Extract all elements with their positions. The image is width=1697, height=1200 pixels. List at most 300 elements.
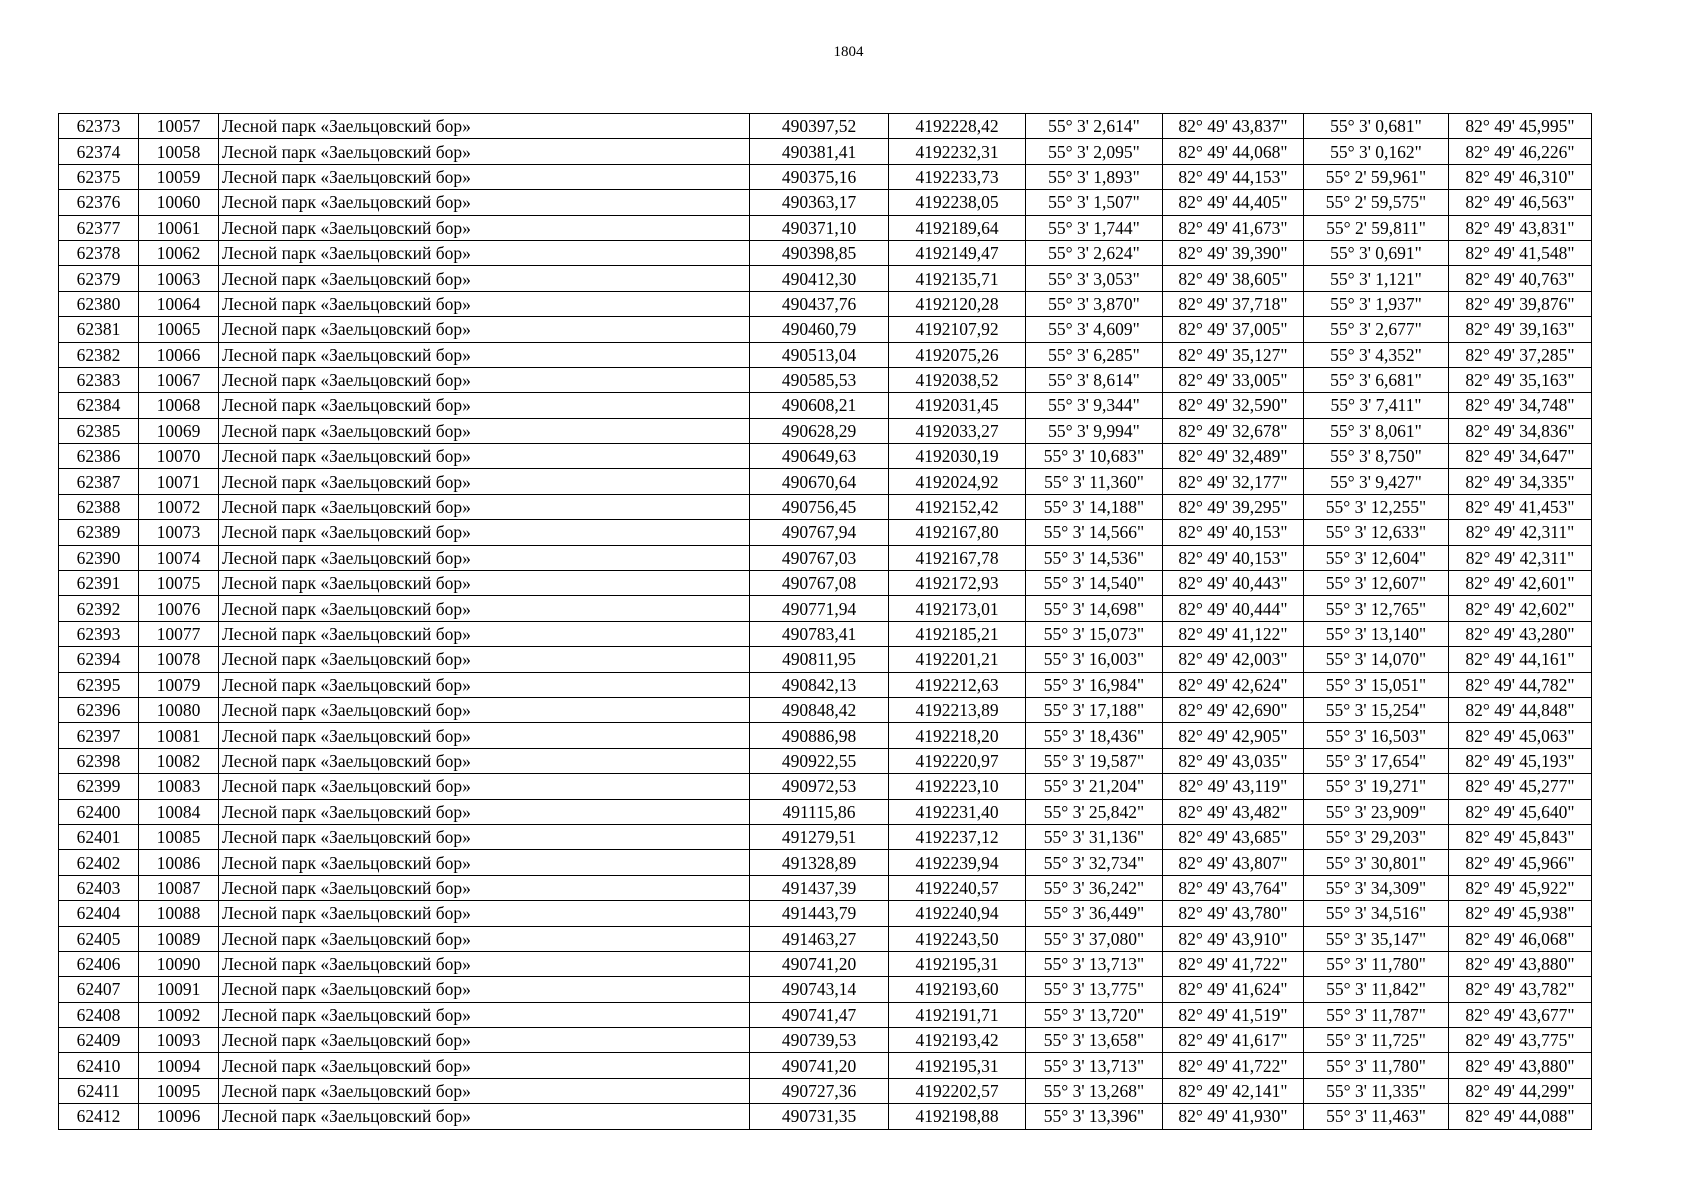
cell-x-coordinate: 490727,36 [750, 1078, 889, 1103]
cell-object-name: Лесной парк «Заельцовский бор» [219, 114, 750, 139]
table-row [59, 469, 1592, 494]
cell-longitude-1: 82° 49' 44,068" [1163, 139, 1304, 164]
cell-y-coordinate: 4192195,31 [889, 1053, 1026, 1078]
cell-latitude-2: 55° 2' 59,811" [1304, 215, 1449, 240]
cell-latitude-2: 55° 3' 12,607" [1304, 571, 1449, 596]
cell-longitude-2: 82° 49' 41,453" [1449, 494, 1592, 519]
cell-longitude-2: 82° 49' 43,782" [1449, 977, 1592, 1002]
cell-longitude-2: 82° 49' 43,880" [1449, 951, 1592, 976]
table-row [59, 621, 1592, 646]
cell-point-id: 10085 [139, 824, 219, 849]
cell-longitude-1: 82° 49' 42,003" [1163, 647, 1304, 672]
cell-latitude-1: 55° 3' 1,744" [1026, 215, 1163, 240]
cell-row-number: 62403 [59, 875, 139, 900]
table-row [59, 190, 1592, 215]
cell-y-coordinate: 4192243,50 [889, 926, 1026, 951]
cell-row-number: 62397 [59, 723, 139, 748]
cell-x-coordinate: 490756,45 [750, 494, 889, 519]
cell-point-id: 10063 [139, 266, 219, 291]
cell-latitude-2: 55° 3' 6,681" [1304, 367, 1449, 392]
cell-latitude-2: 55° 3' 1,937" [1304, 291, 1449, 316]
cell-y-coordinate: 4192193,60 [889, 977, 1026, 1002]
cell-row-number: 62402 [59, 850, 139, 875]
cell-latitude-2: 55° 3' 11,842" [1304, 977, 1449, 1002]
cell-latitude-1: 55° 3' 16,003" [1026, 647, 1163, 672]
cell-y-coordinate: 4192212,63 [889, 672, 1026, 697]
cell-latitude-2: 55° 3' 0,681" [1304, 114, 1449, 139]
cell-object-name: Лесной парк «Заельцовский бор» [219, 545, 750, 570]
cell-point-id: 10084 [139, 799, 219, 824]
cell-point-id: 10062 [139, 240, 219, 265]
cell-latitude-2: 55° 3' 9,427" [1304, 469, 1449, 494]
cell-longitude-2: 82° 49' 43,880" [1449, 1053, 1592, 1078]
cell-latitude-2: 55° 3' 34,309" [1304, 875, 1449, 900]
cell-latitude-2: 55° 3' 0,691" [1304, 240, 1449, 265]
cell-point-id: 10061 [139, 215, 219, 240]
table-row [59, 875, 1592, 900]
cell-longitude-1: 82° 49' 42,690" [1163, 697, 1304, 722]
table-row [59, 240, 1592, 265]
cell-longitude-2: 82° 49' 45,966" [1449, 850, 1592, 875]
cell-x-coordinate: 490811,95 [750, 647, 889, 672]
cell-point-id: 10077 [139, 621, 219, 646]
cell-latitude-2: 55° 3' 23,909" [1304, 799, 1449, 824]
cell-x-coordinate: 490972,53 [750, 774, 889, 799]
table-row [59, 748, 1592, 773]
cell-longitude-1: 82° 49' 41,673" [1163, 215, 1304, 240]
cell-x-coordinate: 490767,08 [750, 571, 889, 596]
cell-latitude-2: 55° 3' 1,121" [1304, 266, 1449, 291]
cell-latitude-2: 55° 3' 12,255" [1304, 494, 1449, 519]
cell-latitude-2: 55° 3' 7,411" [1304, 393, 1449, 418]
cell-longitude-2: 82° 49' 37,285" [1449, 342, 1592, 367]
cell-row-number: 62376 [59, 190, 139, 215]
cell-object-name: Лесной парк «Заельцовский бор» [219, 672, 750, 697]
cell-point-id: 10071 [139, 469, 219, 494]
cell-row-number: 62387 [59, 469, 139, 494]
table-row [59, 571, 1592, 596]
cell-object-name: Лесной парк «Заельцовский бор» [219, 951, 750, 976]
cell-latitude-2: 55° 3' 19,271" [1304, 774, 1449, 799]
cell-longitude-2: 82° 49' 46,068" [1449, 926, 1592, 951]
cell-latitude-1: 55° 3' 13,720" [1026, 1002, 1163, 1027]
cell-latitude-2: 55° 3' 11,787" [1304, 1002, 1449, 1027]
cell-x-coordinate: 491443,79 [750, 901, 889, 926]
cell-point-id: 10066 [139, 342, 219, 367]
cell-x-coordinate: 490585,53 [750, 367, 889, 392]
cell-row-number: 62394 [59, 647, 139, 672]
cell-latitude-2: 55° 3' 14,070" [1304, 647, 1449, 672]
cell-longitude-1: 82° 49' 41,519" [1163, 1002, 1304, 1027]
cell-latitude-2: 55° 3' 4,352" [1304, 342, 1449, 367]
cell-latitude-1: 55° 3' 14,536" [1026, 545, 1163, 570]
cell-point-id: 10060 [139, 190, 219, 215]
cell-object-name: Лесной парк «Заельцовский бор» [219, 469, 750, 494]
cell-longitude-2: 82° 49' 42,602" [1449, 596, 1592, 621]
cell-latitude-2: 55° 3' 16,503" [1304, 723, 1449, 748]
cell-latitude-2: 55° 3' 12,604" [1304, 545, 1449, 570]
table-row [59, 1104, 1592, 1129]
cell-latitude-2: 55° 3' 29,203" [1304, 824, 1449, 849]
table-row [59, 647, 1592, 672]
cell-y-coordinate: 4192218,20 [889, 723, 1026, 748]
table-row [59, 926, 1592, 951]
cell-longitude-2: 82° 49' 34,335" [1449, 469, 1592, 494]
cell-row-number: 62382 [59, 342, 139, 367]
cell-x-coordinate: 491437,39 [750, 875, 889, 900]
cell-point-id: 10064 [139, 291, 219, 316]
cell-row-number: 62399 [59, 774, 139, 799]
cell-point-id: 10080 [139, 697, 219, 722]
cell-longitude-2: 82° 49' 42,311" [1449, 545, 1592, 570]
cell-longitude-1: 82° 49' 41,722" [1163, 1053, 1304, 1078]
cell-longitude-2: 82° 49' 43,280" [1449, 621, 1592, 646]
cell-longitude-1: 82° 49' 43,035" [1163, 748, 1304, 773]
cell-row-number: 62381 [59, 317, 139, 342]
cell-point-id: 10079 [139, 672, 219, 697]
cell-latitude-1: 55° 3' 2,614" [1026, 114, 1163, 139]
table-row [59, 291, 1592, 316]
cell-longitude-1: 82° 49' 43,807" [1163, 850, 1304, 875]
table-row [59, 520, 1592, 545]
cell-x-coordinate: 490608,21 [750, 393, 889, 418]
cell-object-name: Лесной парк «Заельцовский бор» [219, 697, 750, 722]
cell-y-coordinate: 4192167,78 [889, 545, 1026, 570]
cell-longitude-1: 82° 49' 43,764" [1163, 875, 1304, 900]
cell-object-name: Лесной парк «Заельцовский бор» [219, 799, 750, 824]
cell-y-coordinate: 4192038,52 [889, 367, 1026, 392]
cell-row-number: 62383 [59, 367, 139, 392]
cell-row-number: 62400 [59, 799, 139, 824]
cell-y-coordinate: 4192152,42 [889, 494, 1026, 519]
cell-longitude-2: 82° 49' 45,193" [1449, 748, 1592, 773]
cell-latitude-2: 55° 3' 30,801" [1304, 850, 1449, 875]
cell-object-name: Лесной парк «Заельцовский бор» [219, 926, 750, 951]
cell-longitude-2: 82° 49' 43,775" [1449, 1028, 1592, 1053]
table-row [59, 596, 1592, 621]
cell-y-coordinate: 4192189,64 [889, 215, 1026, 240]
cell-latitude-2: 55° 3' 34,516" [1304, 901, 1449, 926]
cell-x-coordinate: 490842,13 [750, 672, 889, 697]
table-row [59, 367, 1592, 392]
cell-point-id: 10074 [139, 545, 219, 570]
cell-object-name: Лесной парк «Заельцовский бор» [219, 621, 750, 646]
cell-object-name: Лесной парк «Заельцовский бор» [219, 367, 750, 392]
cell-y-coordinate: 4192191,71 [889, 1002, 1026, 1027]
cell-object-name: Лесной парк «Заельцовский бор» [219, 494, 750, 519]
cell-x-coordinate: 490398,85 [750, 240, 889, 265]
cell-x-coordinate: 490670,64 [750, 469, 889, 494]
cell-latitude-1: 55° 3' 3,053" [1026, 266, 1163, 291]
cell-x-coordinate: 490731,35 [750, 1104, 889, 1129]
cell-longitude-1: 82° 49' 41,930" [1163, 1104, 1304, 1129]
cell-longitude-2: 82° 49' 45,995" [1449, 114, 1592, 139]
cell-point-id: 10087 [139, 875, 219, 900]
cell-longitude-2: 82° 49' 39,876" [1449, 291, 1592, 316]
cell-latitude-2: 55° 3' 2,677" [1304, 317, 1449, 342]
cell-y-coordinate: 4192239,94 [889, 850, 1026, 875]
cell-point-id: 10078 [139, 647, 219, 672]
cell-latitude-1: 55° 3' 31,136" [1026, 824, 1163, 849]
cell-longitude-2: 82° 49' 44,161" [1449, 647, 1592, 672]
cell-longitude-2: 82° 49' 45,640" [1449, 799, 1592, 824]
cell-y-coordinate: 4192233,73 [889, 164, 1026, 189]
cell-point-id: 10067 [139, 367, 219, 392]
cell-latitude-1: 55° 3' 14,188" [1026, 494, 1163, 519]
cell-point-id: 10081 [139, 723, 219, 748]
page-number: 1804 [833, 44, 864, 60]
table-row [59, 418, 1592, 443]
table-row [59, 494, 1592, 519]
cell-latitude-1: 55° 3' 13,713" [1026, 951, 1163, 976]
cell-y-coordinate: 4192240,57 [889, 875, 1026, 900]
cell-x-coordinate: 491463,27 [750, 926, 889, 951]
cell-longitude-2: 82° 49' 45,938" [1449, 901, 1592, 926]
cell-longitude-2: 82° 49' 44,088" [1449, 1104, 1592, 1129]
table-row [59, 393, 1592, 418]
table-row [59, 1078, 1592, 1103]
cell-longitude-1: 82° 49' 40,443" [1163, 571, 1304, 596]
cell-point-id: 10096 [139, 1104, 219, 1129]
cell-x-coordinate: 490397,52 [750, 114, 889, 139]
cell-longitude-1: 82° 49' 40,153" [1163, 545, 1304, 570]
cell-point-id: 10073 [139, 520, 219, 545]
table-row [59, 545, 1592, 570]
cell-longitude-2: 82° 49' 46,310" [1449, 164, 1592, 189]
table-row [59, 697, 1592, 722]
cell-longitude-1: 82° 49' 35,127" [1163, 342, 1304, 367]
cell-x-coordinate: 490381,41 [750, 139, 889, 164]
cell-y-coordinate: 4192107,92 [889, 317, 1026, 342]
cell-object-name: Лесной парк «Заельцовский бор» [219, 1028, 750, 1053]
cell-row-number: 62374 [59, 139, 139, 164]
cell-row-number: 62396 [59, 697, 139, 722]
cell-row-number: 62390 [59, 545, 139, 570]
cell-longitude-2: 82° 49' 39,163" [1449, 317, 1592, 342]
table-row [59, 799, 1592, 824]
cell-row-number: 62407 [59, 977, 139, 1002]
cell-latitude-1: 55° 3' 36,449" [1026, 901, 1163, 926]
cell-latitude-1: 55° 3' 2,624" [1026, 240, 1163, 265]
cell-longitude-2: 82° 49' 40,763" [1449, 266, 1592, 291]
cell-latitude-2: 55° 3' 35,147" [1304, 926, 1449, 951]
cell-longitude-2: 82° 49' 44,299" [1449, 1078, 1592, 1103]
cell-longitude-1: 82° 49' 41,617" [1163, 1028, 1304, 1053]
cell-latitude-2: 55° 2' 59,961" [1304, 164, 1449, 189]
cell-latitude-1: 55° 3' 13,396" [1026, 1104, 1163, 1129]
cell-x-coordinate: 490513,04 [750, 342, 889, 367]
cell-object-name: Лесной парк «Заельцовский бор» [219, 571, 750, 596]
table-body [59, 114, 1592, 1130]
cell-y-coordinate: 4192167,80 [889, 520, 1026, 545]
cell-x-coordinate: 491279,51 [750, 824, 889, 849]
cell-longitude-2: 82° 49' 45,277" [1449, 774, 1592, 799]
cell-latitude-1: 55° 3' 19,587" [1026, 748, 1163, 773]
cell-object-name: Лесной парк «Заельцовский бор» [219, 215, 750, 240]
table-row [59, 901, 1592, 926]
table-row [59, 342, 1592, 367]
cell-latitude-1: 55° 3' 25,842" [1026, 799, 1163, 824]
cell-x-coordinate: 491115,86 [750, 799, 889, 824]
cell-point-id: 10083 [139, 774, 219, 799]
cell-object-name: Лесной парк «Заельцовский бор» [219, 317, 750, 342]
cell-latitude-1: 55° 3' 9,994" [1026, 418, 1163, 443]
cell-latitude-2: 55° 3' 15,051" [1304, 672, 1449, 697]
cell-latitude-1: 55° 3' 18,436" [1026, 723, 1163, 748]
cell-object-name: Лесной парк «Заельцовский бор» [219, 977, 750, 1002]
cell-row-number: 62410 [59, 1053, 139, 1078]
cell-latitude-2: 55° 3' 15,254" [1304, 697, 1449, 722]
cell-point-id: 10075 [139, 571, 219, 596]
table-row [59, 1053, 1592, 1078]
cell-point-id: 10069 [139, 418, 219, 443]
cell-row-number: 62408 [59, 1002, 139, 1027]
cell-row-number: 62388 [59, 494, 139, 519]
cell-point-id: 10070 [139, 444, 219, 469]
cell-point-id: 10076 [139, 596, 219, 621]
cell-longitude-2: 82° 49' 41,548" [1449, 240, 1592, 265]
cell-object-name: Лесной парк «Заельцовский бор» [219, 266, 750, 291]
cell-row-number: 62393 [59, 621, 139, 646]
cell-row-number: 62401 [59, 824, 139, 849]
cell-y-coordinate: 4192193,42 [889, 1028, 1026, 1053]
cell-latitude-2: 55° 3' 11,335" [1304, 1078, 1449, 1103]
cell-x-coordinate: 490437,76 [750, 291, 889, 316]
cell-y-coordinate: 4192135,71 [889, 266, 1026, 291]
cell-longitude-2: 82° 49' 44,848" [1449, 697, 1592, 722]
cell-point-id: 10095 [139, 1078, 219, 1103]
cell-longitude-2: 82° 49' 42,601" [1449, 571, 1592, 596]
cell-x-coordinate: 490739,53 [750, 1028, 889, 1053]
cell-y-coordinate: 4192198,88 [889, 1104, 1026, 1129]
cell-row-number: 62391 [59, 571, 139, 596]
cell-point-id: 10057 [139, 114, 219, 139]
cell-y-coordinate: 4192238,05 [889, 190, 1026, 215]
cell-y-coordinate: 4192220,97 [889, 748, 1026, 773]
cell-longitude-1: 82° 49' 43,482" [1163, 799, 1304, 824]
cell-latitude-1: 55° 3' 14,698" [1026, 596, 1163, 621]
cell-y-coordinate: 4192202,57 [889, 1078, 1026, 1103]
cell-object-name: Лесной парк «Заельцовский бор» [219, 901, 750, 926]
cell-latitude-2: 55° 3' 13,140" [1304, 621, 1449, 646]
cell-longitude-1: 82° 49' 44,405" [1163, 190, 1304, 215]
cell-latitude-1: 55° 3' 9,344" [1026, 393, 1163, 418]
cell-row-number: 62377 [59, 215, 139, 240]
cell-row-number: 62395 [59, 672, 139, 697]
cell-object-name: Лесной парк «Заельцовский бор» [219, 240, 750, 265]
cell-y-coordinate: 4192231,40 [889, 799, 1026, 824]
cell-x-coordinate: 490741,47 [750, 1002, 889, 1027]
cell-row-number: 62411 [59, 1078, 139, 1103]
cell-longitude-1: 82° 49' 41,722" [1163, 951, 1304, 976]
cell-object-name: Лесной парк «Заельцовский бор» [219, 342, 750, 367]
cell-longitude-2: 82° 49' 44,782" [1449, 672, 1592, 697]
table-row [59, 977, 1592, 1002]
cell-row-number: 62392 [59, 596, 139, 621]
table-row [59, 774, 1592, 799]
cell-x-coordinate: 490886,98 [750, 723, 889, 748]
cell-latitude-1: 55° 3' 13,713" [1026, 1053, 1163, 1078]
cell-point-id: 10093 [139, 1028, 219, 1053]
cell-row-number: 62389 [59, 520, 139, 545]
cell-row-number: 62404 [59, 901, 139, 926]
cell-object-name: Лесной парк «Заельцовский бор» [219, 139, 750, 164]
cell-latitude-2: 55° 3' 8,061" [1304, 418, 1449, 443]
cell-longitude-2: 82° 49' 46,226" [1449, 139, 1592, 164]
cell-row-number: 62409 [59, 1028, 139, 1053]
cell-row-number: 62406 [59, 951, 139, 976]
cell-longitude-1: 82° 49' 43,780" [1163, 901, 1304, 926]
cell-object-name: Лесной парк «Заельцовский бор» [219, 774, 750, 799]
cell-latitude-1: 55° 3' 2,095" [1026, 139, 1163, 164]
cell-longitude-1: 82° 49' 43,837" [1163, 114, 1304, 139]
cell-y-coordinate: 4192075,26 [889, 342, 1026, 367]
cell-object-name: Лесной парк «Заельцовский бор» [219, 875, 750, 900]
cell-object-name: Лесной парк «Заельцовский бор» [219, 393, 750, 418]
cell-row-number: 62384 [59, 393, 139, 418]
cell-y-coordinate: 4192213,89 [889, 697, 1026, 722]
cell-longitude-1: 82° 49' 41,122" [1163, 621, 1304, 646]
cell-x-coordinate: 490848,42 [750, 697, 889, 722]
cell-latitude-1: 55° 3' 36,242" [1026, 875, 1163, 900]
cell-object-name: Лесной парк «Заельцовский бор» [219, 291, 750, 316]
cell-y-coordinate: 4192223,10 [889, 774, 1026, 799]
cell-point-id: 10065 [139, 317, 219, 342]
cell-object-name: Лесной парк «Заельцовский бор» [219, 824, 750, 849]
cell-x-coordinate: 490741,20 [750, 951, 889, 976]
cell-row-number: 62385 [59, 418, 139, 443]
cell-object-name: Лесной парк «Заельцовский бор» [219, 520, 750, 545]
table-row [59, 114, 1592, 139]
cell-object-name: Лесной парк «Заельцовский бор» [219, 444, 750, 469]
cell-point-id: 10088 [139, 901, 219, 926]
cell-y-coordinate: 4192195,31 [889, 951, 1026, 976]
cell-x-coordinate: 490375,16 [750, 164, 889, 189]
cell-latitude-1: 55° 3' 6,285" [1026, 342, 1163, 367]
cell-longitude-1: 82° 49' 40,444" [1163, 596, 1304, 621]
cell-longitude-1: 82° 49' 32,678" [1163, 418, 1304, 443]
cell-x-coordinate: 490743,14 [750, 977, 889, 1002]
cell-longitude-2: 82° 49' 45,843" [1449, 824, 1592, 849]
table-row [59, 672, 1592, 697]
cell-point-id: 10094 [139, 1053, 219, 1078]
cell-latitude-2: 55° 3' 8,750" [1304, 444, 1449, 469]
cell-longitude-2: 82° 49' 43,831" [1449, 215, 1592, 240]
cell-point-id: 10090 [139, 951, 219, 976]
cell-latitude-1: 55° 3' 37,080" [1026, 926, 1163, 951]
cell-latitude-1: 55° 3' 14,540" [1026, 571, 1163, 596]
table-row [59, 723, 1592, 748]
cell-row-number: 62373 [59, 114, 139, 139]
cell-latitude-1: 55° 3' 8,614" [1026, 367, 1163, 392]
cell-y-coordinate: 4192120,28 [889, 291, 1026, 316]
cell-y-coordinate: 4192237,12 [889, 824, 1026, 849]
cell-x-coordinate: 490771,94 [750, 596, 889, 621]
cell-latitude-1: 55° 3' 1,893" [1026, 164, 1163, 189]
cell-latitude-1: 55° 3' 3,870" [1026, 291, 1163, 316]
cell-y-coordinate: 4192030,19 [889, 444, 1026, 469]
cell-y-coordinate: 4192228,42 [889, 114, 1026, 139]
cell-longitude-2: 82° 49' 34,647" [1449, 444, 1592, 469]
cell-longitude-2: 82° 49' 45,922" [1449, 875, 1592, 900]
cell-object-name: Лесной парк «Заельцовский бор» [219, 164, 750, 189]
cell-longitude-1: 82° 49' 43,685" [1163, 824, 1304, 849]
cell-object-name: Лесной парк «Заельцовский бор» [219, 723, 750, 748]
cell-object-name: Лесной парк «Заельцовский бор» [219, 1002, 750, 1027]
table-row [59, 444, 1592, 469]
cell-y-coordinate: 4192031,45 [889, 393, 1026, 418]
cell-point-id: 10059 [139, 164, 219, 189]
